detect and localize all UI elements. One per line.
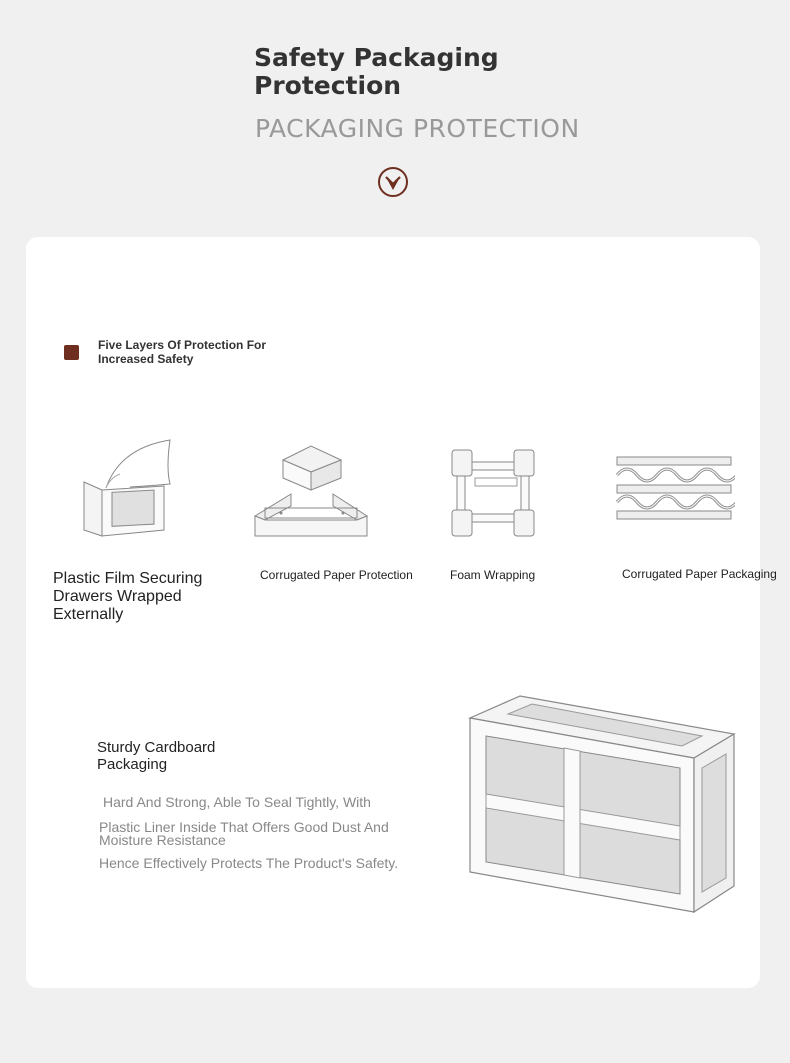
corrugated-sheet-icon [615,455,735,523]
layer-label-plastic-film: Plastic Film Securing Drawers Wrapped Externally [53,570,203,623]
layer-label-foam-wrapping: Foam Wrapping [450,568,536,582]
layer-label-corrugated-protection: Corrugated Paper Protection [260,568,413,582]
corner-protector-icon [253,444,369,538]
page-title: Safety Packaging Protection [254,43,499,100]
cardboard-desc-line: Hence Effectively Protects The Product's Safety. [99,855,399,871]
cardboard-title: Sturdy Cardboard Packaging [97,739,216,773]
plastic-film-icon [80,438,176,538]
cardboard-box-icon [466,692,738,916]
section-bullet [64,345,79,360]
page-subtitle: PACKAGING PROTECTION [255,114,580,143]
layer-label-corrugated-packaging: Corrugated Paper Packaging [622,567,777,581]
chevron-down-circle-icon[interactable] [377,166,409,198]
cardboard-desc-line: Hard And Strong, Able To Seal Tightly, With [103,794,371,810]
cardboard-desc-line: Plastic Liner Inside That Offers Good Dust And Moisture Resistance [99,819,389,848]
foam-frame-icon [449,448,539,538]
section-heading: Five Layers Of Protection For Increased Safety [98,338,267,366]
